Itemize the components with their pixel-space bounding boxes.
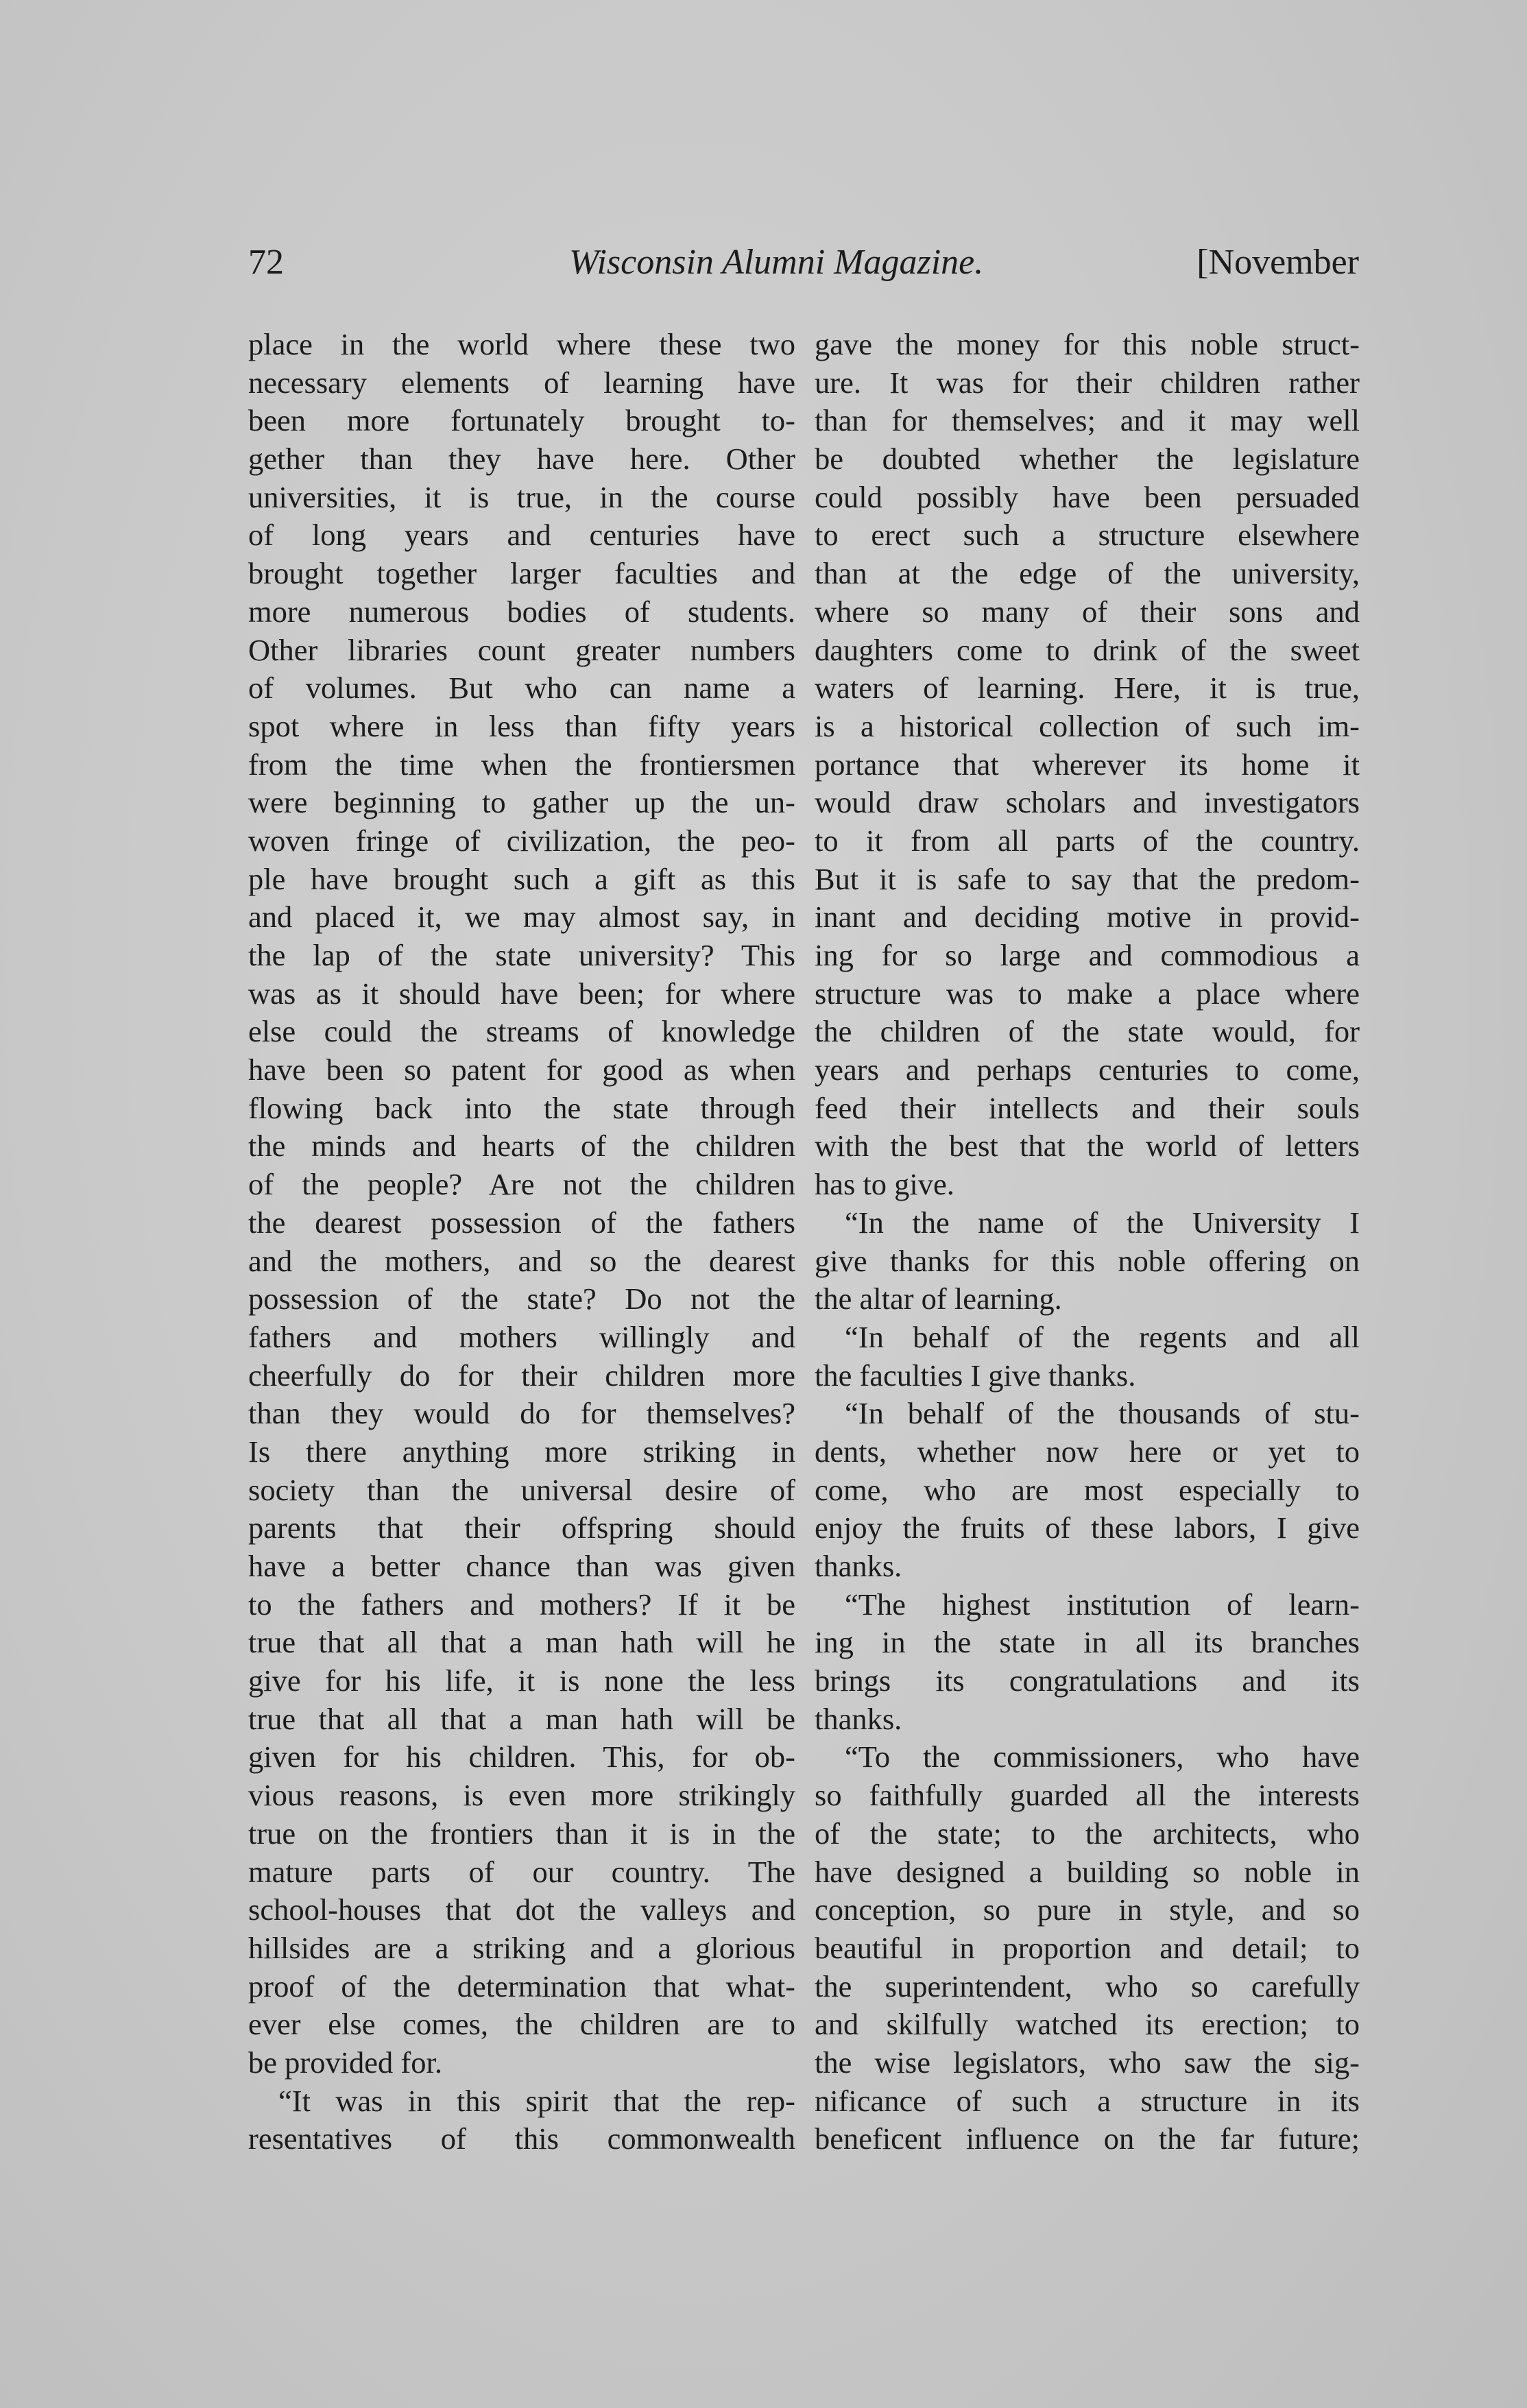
text-line: necessary elements of learning have [248, 365, 795, 400]
text-line: gether than they have here. Other [248, 442, 795, 477]
text-line: flowing back into the state through [248, 1090, 795, 1125]
text-line: of the state; to the architects, who [815, 1816, 1360, 1851]
text-line: nificance of such a structure in its [815, 2083, 1360, 2118]
text-line: be doubted whether the legislature [815, 442, 1360, 477]
text-line: conception, so pure in style, and so [815, 1892, 1360, 1927]
issue-month: [November [1197, 243, 1359, 282]
text-line: the dearest possession of the fathers [248, 1205, 795, 1240]
text-line: “In behalf of the regents and all [845, 1319, 1360, 1354]
text-line: proof of the determination that what- [248, 1968, 795, 2003]
text-line: waters of learning. Here, it is true, [815, 671, 1360, 706]
text-line: thanks. [815, 1701, 902, 1736]
text-line: ing in the state in all its branches [815, 1625, 1360, 1660]
text-line: beneficent influence on the far future; [815, 2121, 1360, 2156]
text-line: with the best that the world of letters [815, 1129, 1360, 1164]
right-text-column [815, 326, 1360, 2158]
text-line: mature parts of our country. The [248, 1854, 795, 1889]
text-line: universities, it is true, in the course [248, 479, 795, 514]
text-line: “To the commissioners, who have [845, 1739, 1360, 1774]
text-line: parents that their offspring should [248, 1510, 795, 1545]
text-line: Other libraries count greater numbers [248, 632, 795, 667]
text-line: were beginning to gather up the un- [248, 785, 795, 820]
text-line: gave the money for this noble struct- [815, 327, 1360, 361]
text-line: to erect such a structure elsewhere [815, 518, 1360, 553]
text-line: But it is safe to say that the predom- [815, 861, 1360, 896]
text-line: true that all that a man hath will be [248, 1701, 795, 1736]
text-line: come, who are most especially to [815, 1472, 1360, 1507]
page-number: 72 [248, 243, 284, 282]
text-line: of long years and centuries have [248, 518, 795, 553]
text-line: enjoy the fruits of these labors, I give [815, 1510, 1360, 1545]
text-line: spot where in less than fifty years [248, 708, 795, 743]
magazine-title: Wisconsin Alumni Magazine. [569, 243, 984, 282]
text-line: society than the universal desire of [248, 1472, 795, 1507]
text-line: ing for so large and commodious a [815, 938, 1360, 972]
text-line: true on the frontiers than it is in the [248, 1816, 795, 1851]
text-line: the faculties I give thanks. [815, 1358, 1136, 1393]
text-line: structure was to make a place where [815, 976, 1360, 1011]
text-line: been more fortunately brought to- [248, 403, 795, 438]
text-line: true that all that a man hath will he [248, 1625, 795, 1660]
text-line: so faithfully guarded all the interests [815, 1778, 1360, 1813]
text-line: brought together larger faculties and [248, 556, 795, 591]
text-line: hillsides are a striking and a glorious [248, 1930, 795, 1965]
text-line: more numerous bodies of students. [248, 594, 795, 629]
text-line: has to give. [815, 1167, 954, 1202]
text-line: cheerfully do for their children more [248, 1358, 795, 1393]
text-line: thanks. [815, 1549, 902, 1583]
text-line: than they would do for themselves? [248, 1396, 795, 1431]
text-line: fathers and mothers willingly and [248, 1319, 795, 1354]
text-line: the children of the state would, for [815, 1014, 1360, 1049]
text-line: “In behalf of the thousands of stu- [845, 1396, 1360, 1431]
text-line: the lap of the state university? This [248, 938, 795, 972]
text-line: and the mothers, and so the dearest [248, 1243, 795, 1278]
text-line: possession of the state? Do not the [248, 1281, 795, 1316]
text-line: the minds and hearts of the children [248, 1129, 795, 1164]
text-line: have designed a building so noble in [815, 1854, 1360, 1889]
text-line: from the time when the frontiersmen [248, 747, 795, 782]
text-line: ure. It was for their children rather [815, 365, 1360, 400]
text-line: where so many of their sons and [815, 594, 1360, 629]
text-line: to it from all parts of the country. [815, 823, 1360, 858]
text-line: and placed it, we may almost say, in [248, 900, 795, 935]
text-line: ple have brought such a gift as this [248, 861, 795, 896]
text-line: given for his children. This, for ob- [248, 1739, 795, 1774]
text-line: is a historical collection of such im- [815, 708, 1360, 743]
text-line: give thanks for this noble offering on [815, 1243, 1360, 1278]
text-line: the altar of learning. [815, 1281, 1062, 1316]
text-line: “The highest institution of learn- [845, 1587, 1360, 1622]
text-line: was as it should have been; for where [248, 976, 795, 1011]
text-line: inant and deciding motive in provid- [815, 900, 1360, 935]
text-line: woven fringe of civilization, the peo- [248, 823, 795, 858]
text-line: Is there anything more striking in [248, 1434, 795, 1469]
text-line: feed their intellects and their souls [815, 1090, 1360, 1125]
text-line: than for themselves; and it may well [815, 403, 1360, 438]
text-line: of the people? Are not the children [248, 1167, 795, 1202]
text-line: could possibly have been persuaded [815, 479, 1360, 514]
text-line: have been so patent for good as when [248, 1052, 795, 1087]
text-line: the superintendent, who so carefully [815, 1968, 1360, 2003]
text-line: ever else comes, the children are to [248, 2007, 795, 2042]
text-line: else could the streams of knowledge [248, 1014, 795, 1049]
text-line: portance that wherever its home it [815, 747, 1360, 782]
text-line: place in the world where these two [248, 327, 795, 361]
running-header [248, 239, 1359, 287]
text-line: vious reasons, is even more strikingly [248, 1778, 795, 1813]
text-line: give for his life, it is none the less [248, 1663, 795, 1698]
text-line: brings its congratulations and its [815, 1663, 1360, 1698]
text-line: to the fathers and mothers? If it be [248, 1587, 795, 1622]
text-line: beautiful in proportion and detail; to [815, 1930, 1360, 1965]
text-line: be provided for. [248, 2045, 442, 2080]
text-line: years and perhaps centuries to come, [815, 1052, 1360, 1087]
text-line: of volumes. But who can name a [248, 671, 795, 706]
text-line: the wise legislators, who saw the sig- [815, 2045, 1360, 2080]
text-line: daughters come to drink of the sweet [815, 632, 1360, 667]
text-line: would draw scholars and investigators [815, 785, 1360, 820]
text-line: and skilfully watched its erection; to [815, 2007, 1360, 2042]
text-line: have a better chance than was given [248, 1549, 795, 1583]
text-line: than at the edge of the university, [815, 556, 1360, 591]
text-line: school-houses that dot the valleys and [248, 1892, 795, 1927]
text-line: dents, whether now here or yet to [815, 1434, 1360, 1469]
left-text-column [248, 326, 795, 2158]
text-line: “It was in this spirit that the rep- [278, 2083, 795, 2118]
text-line: “In the name of the University I [845, 1205, 1360, 1240]
text-line: resentatives of this commonwealth [248, 2121, 795, 2156]
